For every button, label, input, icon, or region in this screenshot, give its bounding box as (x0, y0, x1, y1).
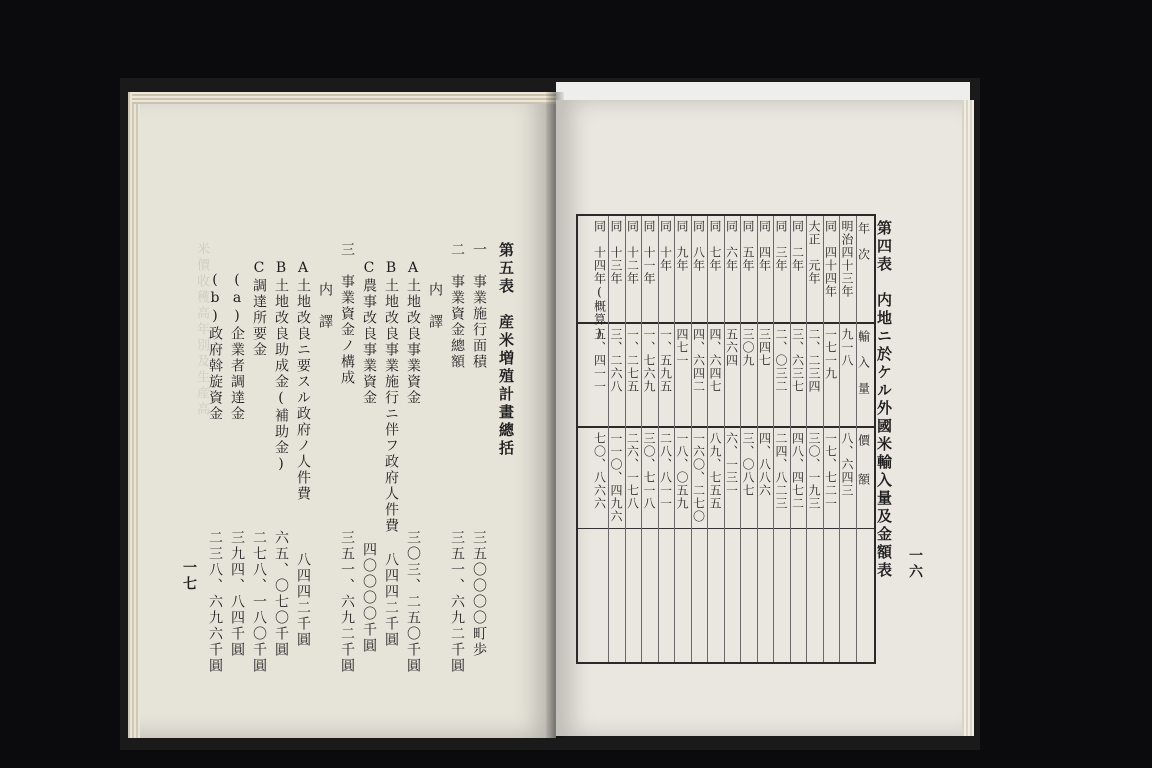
row-price: 一六〇、二七〇 (691, 432, 706, 523)
row-qty: 四七一 (675, 328, 689, 367)
item-label: B土地改良事業施行ニ伴フ政府人件費 (383, 260, 399, 534)
row-qty: 四、六四七 (708, 328, 722, 393)
row-price: 一八、〇五九 (675, 432, 689, 510)
item-label: 三 事業資金ノ構成 (339, 242, 355, 386)
row-price: 四八、四七二 (790, 432, 805, 510)
row-price: 三、〇八七 (741, 432, 755, 497)
row-qty: 二、二三四 (807, 328, 821, 393)
item-label: B土地改良助成金(補助金) (273, 260, 289, 474)
table-column-rule (773, 216, 774, 662)
table-title: 第四表 内地ニ於ケル外國米輸入量及金額表 (875, 220, 893, 580)
row-qty: 三、二六八 (609, 328, 623, 393)
row-year: 同 七年 (708, 220, 722, 272)
row-qty: 一、五九五 (658, 328, 673, 393)
row-year: 同 十四年(概算) (592, 220, 607, 341)
row-price: 八九、七五五 (708, 432, 722, 510)
table-column-rule (724, 216, 725, 662)
row-qty: 三、六三七 (790, 328, 805, 393)
table-column-rule (856, 216, 857, 662)
row-price: 六、一三一 (724, 432, 739, 497)
page-top-edge (132, 92, 556, 104)
item-value: 八四四二千圓 (295, 552, 311, 648)
table-column-rule (823, 216, 824, 662)
item-value: 三五〇〇〇〇町歩 (471, 530, 487, 658)
row-qty: 一七一九 (823, 328, 838, 380)
table-column-rule (658, 216, 659, 662)
item-label: (b)政府斡旋資金 (207, 272, 223, 422)
row-year: 同 三年 (774, 220, 788, 272)
row-qty: 三〇九 (741, 328, 755, 367)
row-year: 同 十二年 (625, 220, 640, 285)
row-year: 同 四十四年 (823, 220, 838, 298)
table-column-rule (691, 216, 692, 662)
row-price: 三〇、一九三 (807, 432, 821, 510)
item-value: 三〇三、二五〇千圓 (405, 530, 421, 674)
item-label: C農事改良事業資金 (361, 260, 377, 406)
header-year: 年 次 (856, 222, 871, 261)
page-number: 一六 (907, 548, 923, 580)
item-label: 二 事業資金總額 (449, 242, 465, 370)
row-price: 八、六四三 (840, 432, 854, 497)
row-year: 同 九年 (675, 220, 689, 272)
row-year: 同 四年 (757, 220, 772, 272)
table-title: 第五表 産米増殖計畫總括 (497, 242, 515, 458)
row-qty: 三四七 (757, 328, 772, 367)
row-qty: 一、二七五 (625, 328, 640, 393)
table-column-rule (740, 216, 741, 662)
row-qty: 五、四一一 (592, 328, 607, 393)
item-value: 六五、〇七〇千圓 (273, 530, 289, 658)
row-price: 四、八八六 (757, 432, 772, 497)
table-column-rule (757, 216, 758, 662)
row-qty: 二、〇三二 (774, 328, 788, 393)
row-year: 同 二年 (790, 220, 805, 272)
table-column-rule (608, 216, 609, 662)
table-column-rule (839, 216, 840, 662)
row-price: 二四、八二三 (774, 432, 788, 510)
table-column-rule (625, 216, 626, 662)
row-price: 一一〇、四九六 (609, 432, 623, 523)
table-rule (578, 322, 874, 324)
row-year: 同 八年 (691, 220, 706, 272)
row-year: 同 六年 (724, 220, 739, 272)
table-column-rule (790, 216, 791, 662)
item-value: 二三八、六九六千圓 (207, 530, 223, 674)
item-value: 三五一、六九二千圓 (339, 530, 355, 674)
table-column-rule (806, 216, 807, 662)
item-label: A土地改良事業資金 (405, 260, 421, 406)
item-value: 四〇〇〇〇千圓 (361, 542, 377, 654)
header-qty: 輸 入 量 (856, 330, 871, 395)
row-qty: 四、六四二 (691, 328, 706, 393)
row-qty: 九一八 (840, 328, 854, 367)
row-price: 二八、八一一 (658, 432, 673, 510)
header-price: 價 額 (856, 434, 871, 486)
row-year: 同 十年 (658, 220, 673, 272)
row-year: 大正 元年 (807, 220, 821, 285)
table-column-rule (641, 216, 642, 662)
row-year: 同 十三年 (609, 220, 623, 285)
item-label: (a)企業者調達金 (229, 272, 245, 422)
loose-sheet (556, 82, 970, 102)
section-label: 内 譯 (317, 282, 333, 330)
table-rule (578, 528, 874, 529)
left-page (132, 92, 556, 738)
item-value: 八四四二千圓 (383, 552, 399, 648)
row-qty: 五六四 (724, 328, 739, 367)
table-rule (578, 426, 874, 428)
row-price: 二六、一七八 (625, 432, 640, 510)
row-qty: 一、七六九 (642, 328, 656, 393)
item-value: 三五一、六九二千圓 (449, 530, 465, 674)
row-price: 七〇、八六六 (592, 432, 607, 510)
import-table (576, 214, 876, 664)
section-label: 内 譯 (427, 282, 443, 330)
page-edge (962, 100, 974, 736)
row-year: 同 五年 (741, 220, 755, 272)
item-label: 一 事業施行面積 (471, 242, 487, 370)
item-label: A土地改良ニ要スル政府ノ人件費 (295, 260, 311, 502)
table-column-rule (707, 216, 708, 662)
page-number: 一七 (181, 560, 197, 592)
table-column-rule (674, 216, 675, 662)
page-edge (128, 92, 140, 738)
row-year: 同 十一年 (642, 220, 656, 285)
item-value: 二七八、一八〇千圓 (251, 530, 267, 674)
item-label: C調達所要金 (251, 260, 267, 358)
item-value: 三九四、八四千圓 (229, 530, 245, 658)
row-price: 三〇、七一八 (642, 432, 656, 510)
bleed-through-text: 米價收穫高年別及生産高 (194, 242, 209, 418)
row-price: 一七、七二一 (823, 432, 838, 510)
row-year: 明治四十三年 (840, 220, 854, 298)
